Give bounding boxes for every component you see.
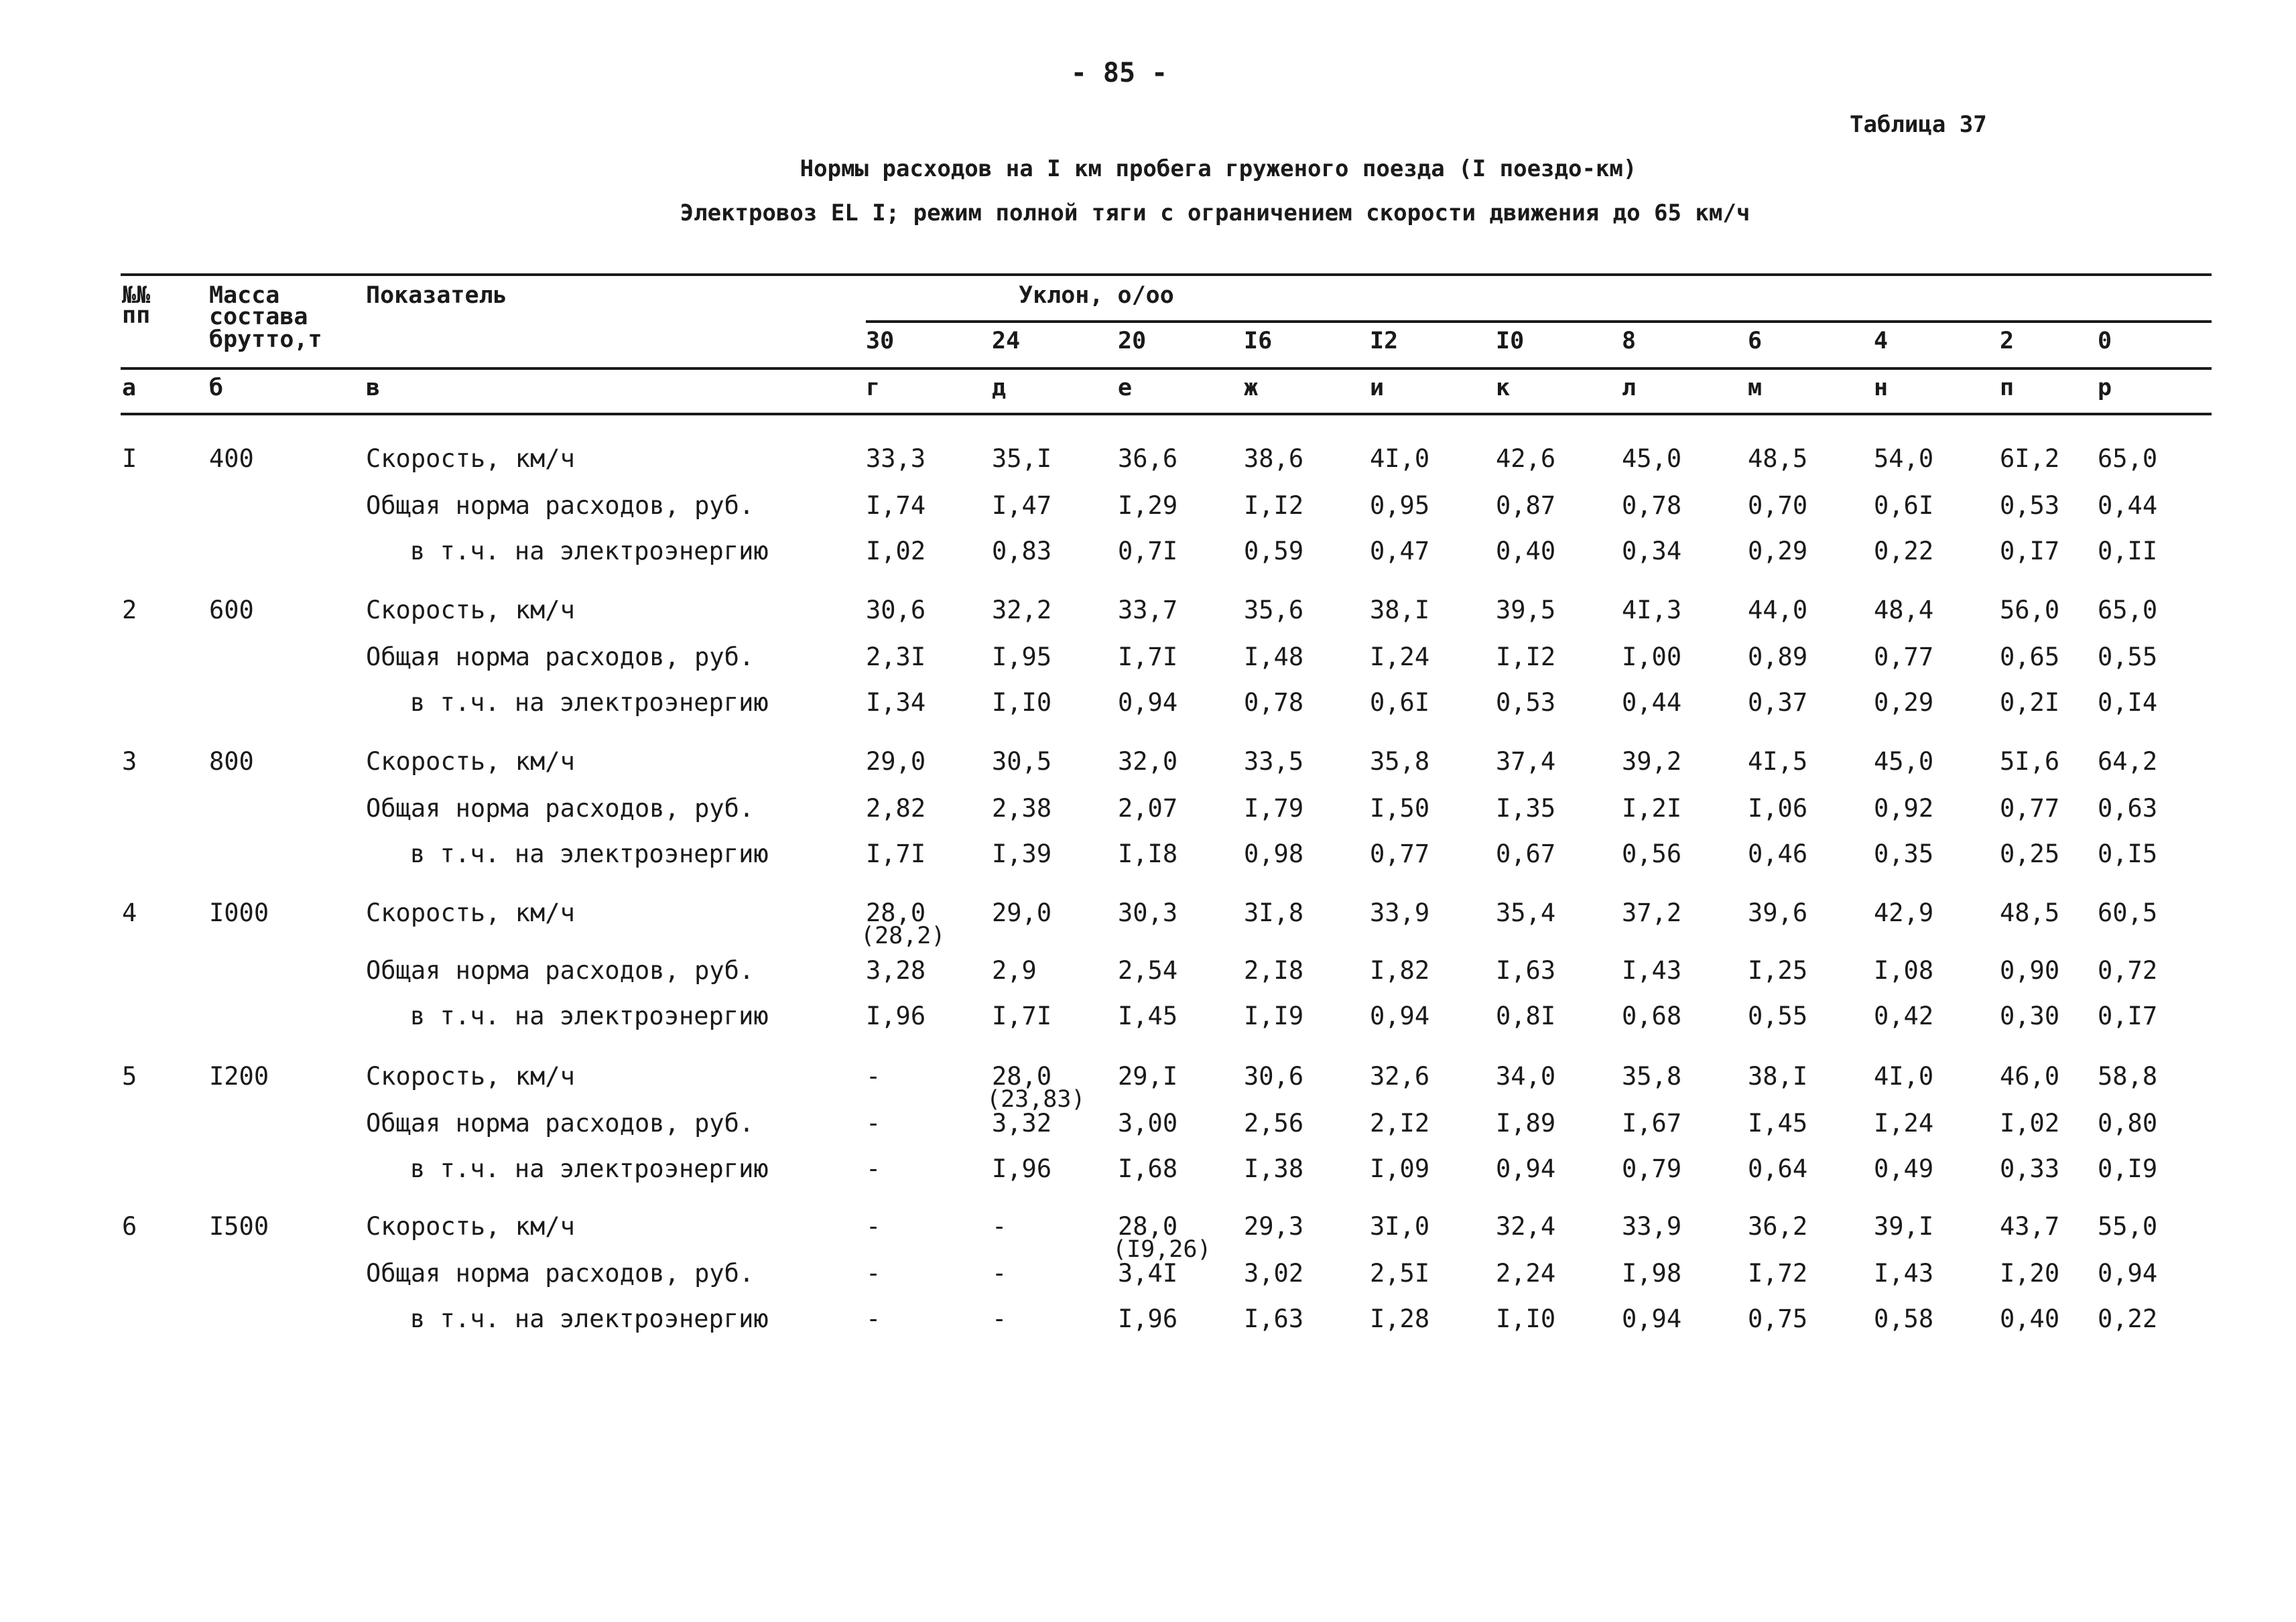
header-slope: 24	[992, 328, 1021, 354]
row-value: I,24	[1370, 643, 1430, 671]
row-value: I,2I	[1622, 794, 1682, 823]
sub-note: (28,2)	[860, 923, 946, 949]
row-value: 37,2	[1622, 898, 1682, 927]
row-value: 3,32	[992, 1109, 1052, 1138]
header-letter: д	[992, 375, 1007, 401]
row-value: 28,0	[992, 1062, 1052, 1091]
row-value: 35,4	[1496, 898, 1556, 927]
row-value: 32,4	[1496, 1212, 1556, 1241]
row-value: 38,I	[1748, 1062, 1808, 1091]
row-value: I,06	[1748, 794, 1808, 823]
row-value: 0,I7	[2098, 1002, 2158, 1030]
row-value: I,72	[1748, 1259, 1808, 1288]
row-value: 0,56	[1622, 839, 1682, 868]
row-value: 0,42	[1874, 1002, 1934, 1030]
row-value: I,09	[1370, 1154, 1430, 1183]
row-value: 0,40	[1496, 537, 1556, 565]
row-label: в т.ч. на электроэнергию	[410, 1304, 769, 1333]
row-value: I,00	[1622, 643, 1682, 671]
row-value: 42,6	[1496, 444, 1556, 473]
row-value: 48,5	[2000, 898, 2060, 927]
row-value: 35,8	[1622, 1062, 1682, 1091]
header-letter: р	[2098, 375, 2112, 401]
row-value: I,96	[992, 1154, 1052, 1183]
row-value: 0,22	[2098, 1304, 2158, 1333]
group-num: 5	[122, 1062, 137, 1091]
row-value: 65,0	[2098, 444, 2158, 473]
row-value: 33,9	[1622, 1212, 1682, 1241]
row-value: 0,40	[2000, 1304, 2060, 1333]
row-value: 65,0	[2098, 596, 2158, 624]
row-value: I,68	[1118, 1154, 1178, 1183]
row-value: 0,83	[992, 537, 1052, 565]
row-value: 32,0	[1118, 747, 1178, 776]
sub-note: (I9,26)	[1112, 1236, 1212, 1263]
row-value: 0,80	[2098, 1109, 2158, 1138]
row-label: в т.ч. на электроэнергию	[410, 839, 769, 868]
row-value: -	[866, 1304, 881, 1333]
row-value: I,I8	[1118, 839, 1178, 868]
row-value: 30,6	[1244, 1062, 1304, 1091]
header-letter: л	[1622, 375, 1637, 401]
header-slope: I6	[1244, 328, 1273, 354]
row-value: 2,38	[992, 794, 1052, 823]
row-value: 44,0	[1748, 596, 1808, 624]
header-num-line2: пп	[122, 302, 151, 329]
row-value: I,39	[992, 839, 1052, 868]
row-value: 2,5I	[1370, 1259, 1430, 1288]
row-value: 2,54	[1118, 956, 1178, 985]
group-num: 4	[122, 898, 137, 927]
row-value: I,I9	[1244, 1002, 1304, 1030]
row-value: 48,5	[1748, 444, 1808, 473]
row-value: 0,55	[1748, 1002, 1808, 1030]
row-value: 0,90	[2000, 956, 2060, 985]
row-value: 42,9	[1874, 898, 1934, 927]
row-value: -	[992, 1212, 1007, 1241]
row-value: 4I,0	[1370, 444, 1430, 473]
row-value: I,82	[1370, 956, 1430, 985]
row-value: 0,35	[1874, 839, 1934, 868]
table-label: Таблица 37	[1850, 111, 1987, 138]
header-mass-line3: брутто,т	[209, 326, 322, 353]
row-value: 45,0	[1874, 747, 1934, 776]
row-value: 30,3	[1118, 898, 1178, 927]
row-value: 4I,3	[1622, 596, 1682, 624]
row-label: в т.ч. на электроэнергию	[410, 537, 769, 565]
row-value: 29,3	[1244, 1212, 1304, 1241]
header-slope: 0	[2098, 328, 2112, 354]
row-value: 0,46	[1748, 839, 1808, 868]
row-value: I,02	[866, 537, 926, 565]
row-value: 0,58	[1874, 1304, 1934, 1333]
row-value: I,38	[1244, 1154, 1304, 1183]
row-value: 3,4I	[1118, 1259, 1178, 1288]
header-slope-group: Уклон, о/оо	[1019, 282, 1174, 309]
row-value: I,96	[866, 1002, 926, 1030]
row-value: 0,44	[2098, 491, 2158, 520]
header-rule-slope	[866, 320, 2212, 323]
row-value: 28,0	[866, 898, 926, 927]
row-value: 0,77	[1370, 839, 1430, 868]
row-value: 0,55	[2098, 643, 2158, 671]
row-value: 39,I	[1874, 1212, 1934, 1241]
header-num-line1: №№	[122, 282, 151, 309]
row-value: I,29	[1118, 491, 1178, 520]
row-value: I,63	[1496, 956, 1556, 985]
row-value: I,98	[1622, 1259, 1682, 1288]
row-value: 2,24	[1496, 1259, 1556, 1288]
row-value: 0,47	[1370, 537, 1430, 565]
row-value: 38,6	[1244, 444, 1304, 473]
group-mass: I200	[209, 1062, 269, 1091]
row-label: в т.ч. на электроэнергию	[410, 1002, 769, 1030]
row-value: 4I,5	[1748, 747, 1808, 776]
row-value: 33,7	[1118, 596, 1178, 624]
group-num: 6	[122, 1212, 137, 1241]
group-mass: I500	[209, 1212, 269, 1241]
row-label: в т.ч. на электроэнергию	[410, 688, 769, 717]
row-value: 55,0	[2098, 1212, 2158, 1241]
row-value: 35,I	[992, 444, 1052, 473]
row-value: I,74	[866, 491, 926, 520]
group-num: 3	[122, 747, 137, 776]
row-label: Общая норма расходов, руб.	[366, 956, 755, 985]
header-letter: е	[1118, 375, 1133, 401]
row-value: 0,98	[1244, 839, 1304, 868]
row-value: I,43	[1874, 1259, 1934, 1288]
row-value: I,24	[1874, 1109, 1934, 1138]
row-value: 0,75	[1748, 1304, 1808, 1333]
group-mass: 400	[209, 444, 254, 473]
row-value: 0,7I	[1118, 537, 1178, 565]
row-value: I,20	[2000, 1259, 2060, 1288]
row-value: 2,9	[992, 956, 1037, 985]
header-letter: м	[1748, 375, 1763, 401]
header-slope: 8	[1622, 328, 1637, 354]
row-value: -	[866, 1109, 881, 1138]
row-value: 33,3	[866, 444, 926, 473]
row-value: 0,6I	[1874, 491, 1934, 520]
header-mass-line1: Масса	[209, 282, 280, 309]
row-value: 3,00	[1118, 1109, 1178, 1138]
row-value: I,I0	[1496, 1304, 1556, 1333]
row-value: I,45	[1118, 1002, 1178, 1030]
row-value: 0,I5	[2098, 839, 2158, 868]
row-value: 3I,8	[1244, 898, 1304, 927]
row-value: I,34	[866, 688, 926, 717]
header-slope: 20	[1118, 328, 1147, 354]
row-value: 64,2	[2098, 747, 2158, 776]
row-value: 0,2I	[2000, 688, 2060, 717]
row-value: 0,I4	[2098, 688, 2158, 717]
header-letter: а	[122, 375, 137, 401]
group-num: I	[122, 444, 137, 473]
row-value: 29,0	[992, 898, 1052, 927]
row-value: 0,37	[1748, 688, 1808, 717]
group-num: 2	[122, 596, 137, 624]
row-value: I,67	[1622, 1109, 1682, 1138]
table-title: Нормы расходов на I км пробега груженого поезда (I поездо-км)	[800, 155, 1637, 182]
row-value: 0,6I	[1370, 688, 1430, 717]
header-slope: 2	[2000, 328, 2015, 354]
row-value: 29,0	[866, 747, 926, 776]
row-value: 37,4	[1496, 747, 1556, 776]
row-value: I,79	[1244, 794, 1304, 823]
header-letter: б	[209, 375, 224, 401]
row-label: Общая норма расходов, руб.	[366, 794, 755, 823]
row-value: 38,I	[1370, 596, 1430, 624]
row-value: 2,I8	[1244, 956, 1304, 985]
row-value: 0,87	[1496, 491, 1556, 520]
row-label: Общая норма расходов, руб.	[366, 1259, 755, 1288]
row-value: 43,7	[2000, 1212, 2060, 1241]
row-value: 0,59	[1244, 537, 1304, 565]
row-value: 2,82	[866, 794, 926, 823]
page-number: - 85 -	[1070, 58, 1168, 88]
row-value: I,48	[1244, 643, 1304, 671]
row-value: 0,68	[1622, 1002, 1682, 1030]
row-value: 39,5	[1496, 596, 1556, 624]
row-value: -	[866, 1259, 881, 1288]
row-label: Скорость, км/ч	[366, 1062, 575, 1091]
row-value: 2,56	[1244, 1109, 1304, 1138]
row-value: 0,72	[2098, 956, 2158, 985]
row-value: 39,6	[1748, 898, 1808, 927]
row-value: -	[866, 1212, 881, 1241]
row-value: 0,34	[1622, 537, 1682, 565]
row-value: 0,65	[2000, 643, 2060, 671]
row-value: 30,5	[992, 747, 1052, 776]
row-value: 0,44	[1622, 688, 1682, 717]
row-value: 2,I2	[1370, 1109, 1430, 1138]
header-indicator: Показатель	[366, 282, 507, 309]
row-value: 0,78	[1244, 688, 1304, 717]
row-value: 0,29	[1748, 537, 1808, 565]
row-value: 30,6	[866, 596, 926, 624]
row-value: I,I2	[1244, 491, 1304, 520]
row-value: I,28	[1370, 1304, 1430, 1333]
row-value: I,95	[992, 643, 1052, 671]
row-value: 54,0	[1874, 444, 1934, 473]
row-value: I,45	[1748, 1109, 1808, 1138]
sub-note: (23,83)	[986, 1086, 1086, 1113]
row-value: 0,49	[1874, 1154, 1934, 1183]
row-label: Скорость, км/ч	[366, 898, 575, 927]
row-value: 0,II	[2098, 537, 2158, 565]
row-value: 0,95	[1370, 491, 1430, 520]
row-value: 0,89	[1748, 643, 1808, 671]
row-value: 0,64	[1748, 1154, 1808, 1183]
header-letter: н	[1874, 375, 1889, 401]
row-value: 5I,6	[2000, 747, 2060, 776]
row-value: -	[866, 1062, 881, 1091]
row-value: -	[992, 1259, 1007, 1288]
row-label: Общая норма расходов, руб.	[366, 491, 755, 520]
row-value: I,7I	[1118, 643, 1178, 671]
row-value: 0,77	[1874, 643, 1934, 671]
row-value: 0,8I	[1496, 1002, 1556, 1030]
row-value: 3,28	[866, 956, 926, 985]
row-value: 46,0	[2000, 1062, 2060, 1091]
row-value: 3I,0	[1370, 1212, 1430, 1241]
row-value: 33,9	[1370, 898, 1430, 927]
row-value: I,I2	[1496, 643, 1556, 671]
row-value: 0,94	[1118, 688, 1178, 717]
row-value: 0,25	[2000, 839, 2060, 868]
row-value: -	[992, 1304, 1007, 1333]
row-value: 2,3I	[866, 643, 926, 671]
row-value: 0,94	[1622, 1304, 1682, 1333]
group-mass: I000	[209, 898, 269, 927]
header-mass-line2: состава	[209, 303, 308, 330]
row-value: I,02	[2000, 1109, 2060, 1138]
row-label: Скорость, км/ч	[366, 596, 575, 624]
row-label: Общая норма расходов, руб.	[366, 1109, 755, 1138]
row-value: I,08	[1874, 956, 1934, 985]
row-value: 39,2	[1622, 747, 1682, 776]
header-rule-bottom	[121, 413, 2212, 415]
row-value: 0,78	[1622, 491, 1682, 520]
row-value: I,96	[1118, 1304, 1178, 1333]
row-value: 0,92	[1874, 794, 1934, 823]
row-value: 36,2	[1748, 1212, 1808, 1241]
row-label: Скорость, км/ч	[366, 1212, 575, 1241]
row-value: 56,0	[2000, 596, 2060, 624]
table-subtitle: Электровоз ЕL I; режим полной тяги с ограничением скорости движения до 65 км/ч	[680, 200, 1750, 226]
row-value: 28,0	[1118, 1212, 1178, 1241]
row-value: 35,8	[1370, 747, 1430, 776]
row-value: 3,02	[1244, 1259, 1304, 1288]
header-slope: I0	[1496, 328, 1525, 354]
row-value: 32,2	[992, 596, 1052, 624]
row-value: I,I0	[992, 688, 1052, 717]
header-slope: 4	[1874, 328, 1889, 354]
row-value: 0,77	[2000, 794, 2060, 823]
row-value: I,50	[1370, 794, 1430, 823]
row-value: 0,79	[1622, 1154, 1682, 1183]
row-value: 0,53	[2000, 491, 2060, 520]
row-value: I,43	[1622, 956, 1682, 985]
row-value: 33,5	[1244, 747, 1304, 776]
row-value: I,25	[1748, 956, 1808, 985]
header-slope: I2	[1370, 328, 1399, 354]
row-value: 0,I9	[2098, 1154, 2158, 1183]
row-value: 0,30	[2000, 1002, 2060, 1030]
row-value: I,7I	[866, 839, 926, 868]
row-value: 34,0	[1496, 1062, 1556, 1091]
row-value: 60,5	[2098, 898, 2158, 927]
row-label: Общая норма расходов, руб.	[366, 643, 755, 671]
row-value: I,7I	[992, 1002, 1052, 1030]
header-letter: в	[366, 375, 381, 401]
row-value: -	[866, 1154, 881, 1183]
row-value: 0,70	[1748, 491, 1808, 520]
row-value: 0,29	[1874, 688, 1934, 717]
header-letter: к	[1496, 375, 1511, 401]
row-value: 0,53	[1496, 688, 1556, 717]
row-value: I,63	[1244, 1304, 1304, 1333]
row-value: 4I,0	[1874, 1062, 1934, 1091]
row-value: I,35	[1496, 794, 1556, 823]
row-value: 0,94	[1370, 1002, 1430, 1030]
header-rule-top	[121, 273, 2212, 276]
row-value: 6I,2	[2000, 444, 2060, 473]
row-value: 48,4	[1874, 596, 1934, 624]
row-value: I,47	[992, 491, 1052, 520]
row-value: 45,0	[1622, 444, 1682, 473]
row-value: 0,94	[1496, 1154, 1556, 1183]
group-mass: 600	[209, 596, 254, 624]
header-letter: и	[1370, 375, 1385, 401]
row-value: 29,I	[1118, 1062, 1178, 1091]
row-value: 0,63	[2098, 794, 2158, 823]
row-value: I,89	[1496, 1109, 1556, 1138]
row-value: 0,22	[1874, 537, 1934, 565]
row-value: 36,6	[1118, 444, 1178, 473]
row-label: Скорость, км/ч	[366, 747, 575, 776]
row-value: 0,33	[2000, 1154, 2060, 1183]
row-value: 0,94	[2098, 1259, 2158, 1288]
header-slope: 30	[866, 328, 895, 354]
group-mass: 800	[209, 747, 254, 776]
row-value: 2,07	[1118, 794, 1178, 823]
header-rule-mid	[121, 367, 2212, 370]
row-value: 58,8	[2098, 1062, 2158, 1091]
header-slope: 6	[1748, 328, 1763, 354]
row-value: 32,6	[1370, 1062, 1430, 1091]
header-letter: г	[866, 375, 881, 401]
row-value: 35,6	[1244, 596, 1304, 624]
header-letter: ж	[1244, 375, 1259, 401]
row-label: в т.ч. на электроэнергию	[410, 1154, 769, 1183]
row-value: 0,I7	[2000, 537, 2060, 565]
header-letter: п	[2000, 375, 2015, 401]
row-label: Скорость, км/ч	[366, 444, 575, 473]
row-value: 0,67	[1496, 839, 1556, 868]
